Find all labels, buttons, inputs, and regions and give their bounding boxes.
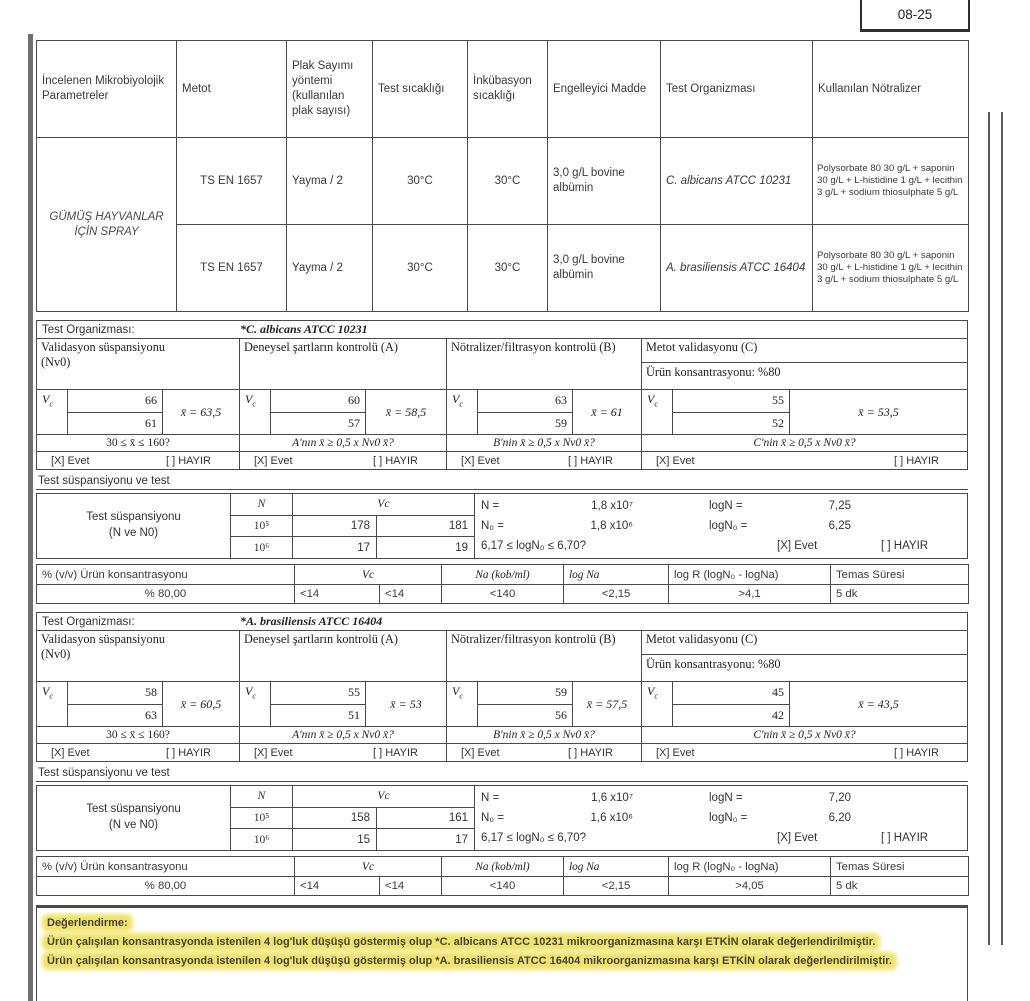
validation-col-a (239, 631, 446, 761)
suspension-counts (231, 494, 475, 558)
yes-no-row (447, 743, 641, 761)
suspension-table (36, 493, 968, 559)
yes-no-row (447, 451, 641, 469)
yes-no-row (37, 451, 239, 469)
yes-no-row (642, 743, 967, 761)
count-2: 181 (448, 520, 468, 532)
vc1-value: <14 (295, 877, 380, 896)
hayir-checkbox: [ ] HAYIR (893, 746, 939, 759)
header-metot: Metot (177, 41, 287, 138)
suspension-results: N = 1,6 x10⁷ logN = 7,20 N₀ = 1,6 x10⁶ logN₀ = 6,20 6,17 ≤ logN₀ ≤ 6,70? [X] Evet [ ] HAYIR (481, 792, 929, 844)
hayir-checkbox: [ ] HAYIR (881, 832, 929, 844)
evet-checkbox: [X] Evet (254, 454, 293, 467)
suspension-counts (231, 786, 475, 850)
control-title: Nötralizer/filtrasyon kontrolü (B) (451, 632, 616, 646)
control-title: Nötralizer/filtrasyon kontrolü (B) (451, 340, 616, 354)
header-inkubasyon: İnkübasyon sıcaklığı (468, 41, 548, 138)
temas-value: 5 dk (831, 877, 969, 896)
evaluation-line-brasiliensis: Ürün çalışılan konsantrasyonda istenilen 4 log'luk düşüşü göstermiş olup *A. brasiliensis ATCC 16404 mikroorganizmasına karşı ETKİN olarak değerlendirilmiştir. (47, 954, 892, 967)
vc2-value: <14 (380, 585, 442, 604)
header-plak-sayimi: Plak Sayımı yöntemi (kullanılan plak sayısı) (287, 41, 373, 138)
hayir-checkbox: [ ] HAYIR (893, 454, 939, 467)
suspension-name-cell: Test süspansiyonu (N ve N0) (37, 494, 231, 558)
suspension-table (36, 785, 968, 851)
neutralizer-cell: Polysorbate 80 30 g/L + saponin 30 g/L + L-histidine 1 g/L + lecithin 3 g/L + sodium thiosulphate 5 g/L (813, 225, 969, 312)
count-1: 158 (293, 808, 377, 829)
condition-text: C'nin x̄ ≥ 0,5 x Nv0 x̄? (642, 434, 967, 451)
col-vc-header: Vc (377, 790, 390, 803)
count-pair: 60 57 (270, 390, 366, 434)
condition-text: 30 ≤ x̄ ≤ 160? (37, 726, 239, 743)
evet-checkbox: [X] Evet (51, 454, 90, 467)
n-value: 1,8 x10⁷ (591, 500, 633, 512)
incubation-temp-cell: 30°C (468, 225, 548, 312)
concentration-header-row (37, 565, 969, 585)
metot-cell: TS EN 1657 (177, 225, 287, 312)
logr-value: >4,05 (669, 877, 831, 896)
col-vc-header: Vc (377, 498, 390, 511)
organism-section-brasiliensis (36, 612, 968, 896)
page-left-edge-line (28, 34, 33, 1001)
logn0-value: 6,25 (828, 520, 851, 532)
doc-number-box (860, 0, 970, 32)
validation-col-nv0 (37, 631, 239, 761)
concentration-table (36, 564, 969, 604)
count-pair: 59 56 (477, 682, 573, 726)
conc-label: % (v/v) Ürün konsantrasyonu (37, 565, 295, 585)
mean-value: x̄ = 58,5 (385, 404, 427, 419)
count-1: 178 (293, 516, 377, 537)
control-title: Validasyon süspansiyonu (41, 340, 165, 354)
vc1-value: <14 (295, 585, 380, 604)
conc-temas-header: Temas Süresi (831, 857, 969, 877)
evaluation-line-albicans: Ürün çalışılan konsantrasyonda istenilen 4 log'luk düşüşü göstermiş olup *C. albicans ATCC 10231 mikroorganizmasına karşı ETKİN olarak değerlendirilmiştir. (47, 936, 876, 948)
plak-cell: Yayma / 2 (287, 138, 373, 225)
vc-symbol: $V_c$ (452, 684, 463, 701)
validation-col-a (239, 339, 446, 469)
organism-name: *C. albicans ATCC 10231 (240, 322, 368, 336)
evet-checkbox: [X] Evet (51, 746, 90, 759)
header-engelleyici: Engelleyici Madde (548, 41, 661, 138)
validation-col-c (641, 339, 967, 469)
yes-no-row (642, 451, 967, 469)
dilution: 10⁶ (231, 829, 293, 850)
logn0-value: 6,20 (828, 812, 851, 824)
validation-col-c (641, 631, 967, 761)
organism-header-row (36, 320, 968, 338)
condition-text: C'nin x̄ ≥ 0,5 x Nv0 x̄? (642, 726, 967, 743)
validation-col-b (446, 631, 641, 761)
validation-grid (36, 338, 968, 470)
count-pair: 66 61 (67, 390, 163, 434)
count-pair: 63 59 (477, 390, 573, 434)
count-pair: 55 52 (672, 390, 790, 434)
condition-text: 30 ≤ x̄ ≤ 160? (37, 434, 239, 451)
validation-col-b (446, 339, 641, 469)
doc-number: 08-25 (897, 7, 933, 22)
vc-symbol: $V_c$ (245, 392, 256, 409)
condition-text: A'nın x̄ ≥ 0,5 x Nv0 x̄? (240, 434, 446, 451)
vc2-value: <14 (380, 877, 442, 896)
organism-cell: A. brasiliensis ATCC 16404 (661, 225, 813, 312)
count-1: 17 (293, 537, 377, 558)
evaluation-title: Değerlendirme: (47, 917, 128, 929)
mean-value: x̄ = 60,5 (180, 696, 222, 711)
dilution: 10⁵ (231, 808, 293, 829)
na-value: <140 (442, 877, 564, 896)
mean-value: x̄ = 57,5 (586, 696, 628, 711)
dilution: 10⁵ (231, 516, 293, 537)
yes-no-row (37, 743, 239, 761)
mean-value: x̄ = 43,5 (858, 696, 899, 711)
concentration-value-row (37, 877, 969, 896)
logn-value: 7,20 (828, 792, 851, 804)
col-n-header: N (231, 494, 293, 515)
page-right-edge-line (988, 112, 1003, 945)
organism-label: Test Organizması: (42, 323, 135, 336)
count-2: 17 (455, 833, 468, 846)
count-pair: 58 63 (67, 682, 163, 726)
logr-value: >4,1 (669, 585, 831, 604)
evet-checkbox: [X] Evet (777, 540, 818, 552)
test-temp-cell: 30°C (373, 225, 468, 312)
count-2: 161 (448, 812, 468, 824)
suspension-results: N = 1,8 x10⁷ logN = 7,25 N₀ = 1,8 x10⁶ logN₀ = 6,25 6,17 ≤ logN₀ ≤ 6,70? [X] Evet [ ] HAYIR (481, 500, 929, 552)
vc-symbol: $V_c$ (647, 392, 658, 409)
validation-col-nv0 (37, 339, 239, 469)
temas-value: 5 dk (831, 585, 969, 604)
parameters-header-row (37, 41, 969, 138)
evet-checkbox: [X] Evet (656, 454, 695, 467)
count-pair: 45 42 (672, 682, 790, 726)
conc-vc-header: Vc (295, 565, 442, 585)
evet-checkbox: [X] Evet (656, 746, 695, 759)
report-content (36, 40, 968, 1001)
organism-section-albicans (36, 320, 968, 604)
n-value: 1,6 x10⁷ (591, 792, 633, 804)
control-title2: (Nv0) (41, 355, 71, 369)
yes-no-row (240, 451, 446, 469)
suspension-section-label: Test süspansiyonu ve test (36, 766, 968, 782)
yes-no-row (240, 743, 446, 761)
hayir-checkbox: [ ] HAYIR (372, 454, 418, 467)
evet-checkbox: [X] Evet (461, 454, 500, 467)
control-title: Deneysel şartların kontrolü (A) (244, 340, 399, 354)
parameters-table (36, 40, 969, 312)
parameters-row (37, 225, 969, 312)
condition-text: A'nın x̄ ≥ 0,5 x Nv0 x̄? (240, 726, 446, 743)
mean-value: x̄ = 63,5 (180, 404, 222, 419)
count-1: 15 (293, 829, 377, 850)
test-temp-cell: 30°C (373, 138, 468, 225)
control-title: Metot validasyonu (C) (642, 631, 967, 655)
condition-text: B'nin x̄ ≥ 0,5 x Nv0 x̄? (447, 726, 641, 743)
header-parametreler: İncelenen Mikrobiyolojik Parametreler (37, 41, 177, 138)
vc-symbol: $V_c$ (647, 684, 658, 701)
dilution: 10⁶ (231, 537, 293, 558)
mean-value: x̄ = 53,5 (858, 404, 899, 419)
n0-value: 1,8 x10⁶ (590, 520, 633, 532)
conc-value: % 80,00 (37, 585, 295, 604)
vc-symbol: $V_c$ (42, 392, 53, 409)
control-subtitle: Ürün konsantrasyonu: %80 (646, 657, 781, 671)
logn0-condition: 6,17 ≤ logN₀ ≤ 6,70? (481, 540, 586, 552)
organism-label: Test Organizması: (42, 615, 135, 628)
organism-cell: C. albicans ATCC 10231 (661, 138, 813, 225)
control-title: Deneysel şartların kontrolü (A) (244, 632, 399, 646)
vc-symbol: $V_c$ (245, 684, 256, 701)
conc-value: % 80,00 (37, 877, 295, 896)
hayir-checkbox: [ ] HAYIR (165, 454, 211, 467)
evet-checkbox: [X] Evet (777, 832, 818, 844)
organism-name: *A. brasiliensis ATCC 16404 (240, 614, 383, 628)
concentration-value-row (37, 585, 969, 604)
metot-cell: TS EN 1657 (177, 138, 287, 225)
concentration-table (36, 856, 969, 896)
header-test-sicakligi: Test sıcaklığı (373, 41, 468, 138)
logna-value: <2,15 (564, 877, 669, 896)
control-subtitle: Ürün konsantrasyonu: %80 (646, 365, 781, 379)
na-value: <140 (442, 585, 564, 604)
vc-symbol: $V_c$ (452, 392, 463, 409)
conc-vc-header: Vc (295, 857, 442, 877)
conc-na-header: Na (kob/ml) (442, 857, 564, 877)
inhibitor-cell: 3,0 g/L bovine albümin (548, 225, 661, 312)
condition-text: B'nin x̄ ≥ 0,5 x Nv0 x̄? (447, 434, 641, 451)
suspension-section-label: Test süspansiyonu ve test (36, 474, 968, 490)
conc-label: % (v/v) Ürün konsantrasyonu (37, 857, 295, 877)
evet-checkbox: [X] Evet (461, 746, 500, 759)
concentration-header-row (37, 857, 969, 877)
header-test-organizmasi: Test Organizması (661, 41, 813, 138)
conc-temas-header: Temas Süresi (831, 565, 969, 585)
logna-value: <2,15 (564, 585, 669, 604)
header-notralizer: Kullanılan Nötralizer (813, 41, 969, 138)
conc-logr-header: log R (logN₀ - logNa) (669, 565, 831, 585)
conc-logr-header: log R (logN₀ - logNa) (669, 857, 831, 877)
hayir-checkbox: [ ] HAYIR (567, 746, 613, 759)
neutralizer-cell: Polysorbate 80 30 g/L + saponin 30 g/L + L-histidine 1 g/L + lecithin 3 g/L + sodium thiosulphate 5 g/L (813, 138, 969, 225)
organism-header-row (36, 612, 968, 630)
mean-value: x̄ = 53 (390, 696, 422, 711)
validation-grid (36, 630, 968, 762)
mean-value: x̄ = 61 (591, 404, 623, 419)
hayir-checkbox: [ ] HAYIR (165, 746, 211, 759)
product-name-cell: GÜMÜŞ HAYVANLAR İÇİN SPRAY (37, 138, 177, 312)
evet-checkbox: [X] Evet (254, 746, 293, 759)
conc-logna-header: log Na (564, 565, 669, 585)
control-title: Validasyon süspansiyonu (41, 632, 165, 646)
suspension-name-cell: Test süspansiyonu (N ve N0) (37, 786, 231, 850)
control-title2: (Nv0) (41, 647, 71, 661)
parameters-row (37, 138, 969, 225)
control-title: Metot validasyonu (C) (642, 339, 967, 363)
inhibitor-cell: 3,0 g/L bovine albümin (548, 138, 661, 225)
n0-value: 1,6 x10⁶ (590, 812, 633, 824)
incubation-temp-cell: 30°C (468, 138, 548, 225)
hayir-checkbox: [ ] HAYIR (881, 540, 929, 552)
evaluation-box (36, 905, 968, 1001)
plak-cell: Yayma / 2 (287, 225, 373, 312)
hayir-checkbox: [ ] HAYIR (567, 454, 613, 467)
count-pair: 55 51 (270, 682, 366, 726)
logn0-condition: 6,17 ≤ logN₀ ≤ 6,70? (481, 832, 586, 844)
count-2: 19 (455, 541, 468, 554)
col-n-header: N (231, 786, 293, 807)
logn-value: 7,25 (828, 500, 851, 512)
conc-logna-header: log Na (564, 857, 669, 877)
conc-na-header: Na (kob/ml) (442, 565, 564, 585)
hayir-checkbox: [ ] HAYIR (372, 746, 418, 759)
vc-symbol: $V_c$ (42, 684, 53, 701)
